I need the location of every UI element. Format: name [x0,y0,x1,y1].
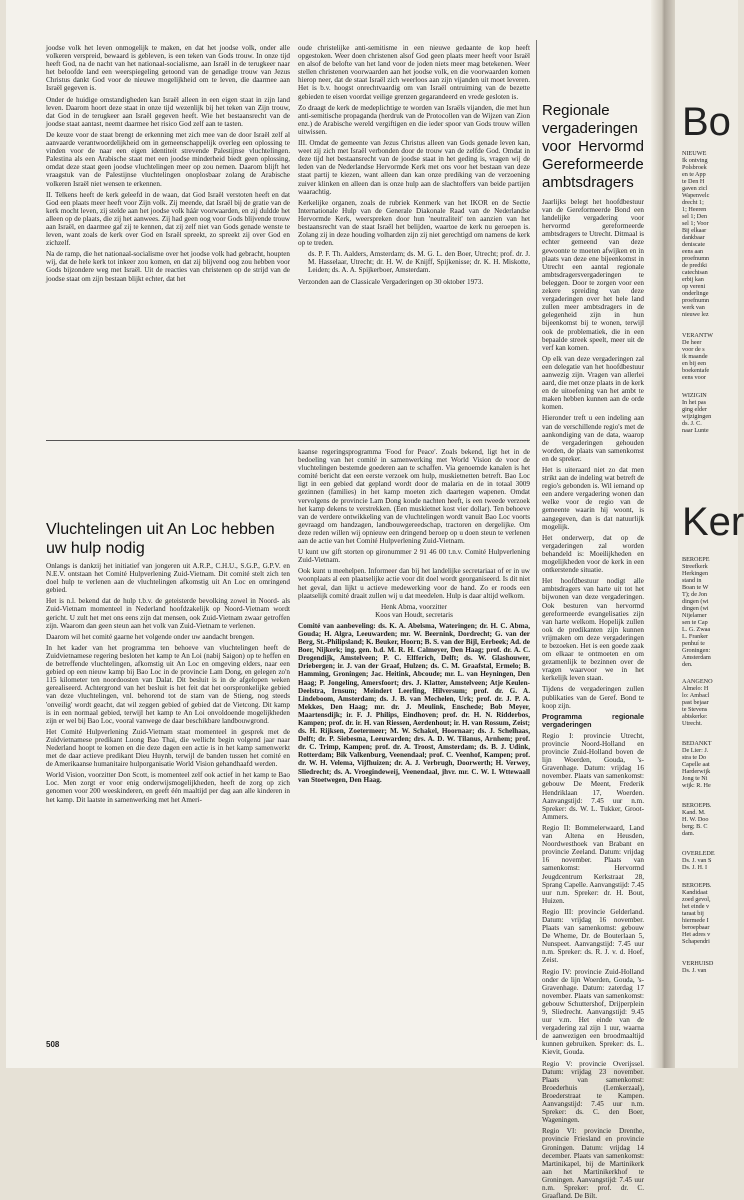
region-entry: Regio I: provincie Utrecht, provincie Noord-Holland en provincie Zuid-Holland boven de lijn Woerden, Gouda, 's-Gravenhage. Datum: vrijdag 16 november. Plaats van samenkomst: gebouw De Meent, Frederik Hendriklaan 17, Woerden. Aanvangstijd: 7.45 uur n.m. Spreker: ds. W. L. Tukker, Groot-Ammers. [542,731,644,821]
right-column-block-e [682,678,734,727]
text-line: dingen (wi [682,605,709,612]
text-line: de prediki [682,262,707,269]
signature-chair: Henk Abma, voorzitter [380,602,448,611]
text-line: proefnumn [682,255,710,262]
text-line: Almelo: H [682,685,709,692]
text-line: In het pas [682,399,707,406]
section-divider [46,440,530,441]
paragraph: joodse volk het leven onmogelijk te maken, en dat het joodse volk, onder alle volkeren verspreid, bewaard is gebleven, is een teken van Gods trouw. In onze tijd heeft God, na de nacht van het nationaal-socialisme, aan Israël in de terugkeer naar het beloofde land een weerspiegeling getoond van de genadige trouw van Jezus Christus dankt God voor de nieuwe mogelijkheid om te leven, die daarmee aan Israël gegeven is. [46,44,290,93]
region-entry: Regio VI: provincie Drenthe, provincie Friesland en provincie Groningen. Datum: vrijdag 14 december. Plaats van samenkomst: Martinikapel, bij de Martinikerk aan het Martinikerkhof te Groningen. Aanvangstijd: 7.45 uur n.m. Spreker: prof. dr. C. Graafland. De Bilt. [542,1127,644,1200]
right-column-block-j [682,960,734,974]
right-column-block-c [682,392,734,434]
text-line: hiermede I [682,917,709,924]
text-line: taraat bij [682,910,704,917]
text-line: catechisan [682,269,708,276]
text-line: boekentafe [682,367,710,374]
text-line: BEROEPB. [682,882,712,889]
box-headline: Regionale vergaderingen voor Hervormd Gereformeerde ambtsdragers [542,102,644,191]
column-divider [536,40,537,1040]
text-line: Kand. M. [682,809,706,816]
paragraph: Op elk van deze vergaderingen zal een delegatie van het hoofdbestuur aanwezig zijn. Vragen van allerlei aard, die met onze plaats in de kerk en de uitoefening van het ambt te maken hebben kunnen aan de orde komen. [542,354,644,412]
right-page-heading-top: Bo [682,100,731,144]
text-line: zoed gevol, [682,896,711,903]
paragraph: kaanse regeringsprogramma 'Food for Peace'. Zoals bekend, ligt het in de bedoeling van het comité in samenwerking met World Vision de voor de vluchtelingen bestemde goederen aan te schaffen. Via genoemde kanalen is het comité bericht dat een eerste verzoek om hulp, muskietnetten betreft. Bao Loc ligt in een gebied dat gepland wordt door de malaria en de in totaal 3009 gezinnen (families) in het kamp moeten zich daartegen wapenen. Omdat vervolgens de provincie Lam Dong koude nachten heeft, is een tweede verzoek het kamp dekens te verstrekken. (Een muskietnet kost vier dollar). Ten behoeve van de verdere ontwikkeling van de vluchtelingen wordt vanuit Bao Loc voorts gevraagd om handzagen, landbouwgereedschap, tractoren en dergelijke. Om deze reden willen wij opnieuw een dringend beroep op u doen steun te verlenen aan de actie van het Comité Hulpverlening Zuid-Vietnam. [298,448,530,546]
text-line: ik maande [682,353,708,360]
right-column-block-h [682,850,734,871]
region-entry: Regio IV: provincie Zuid-Holland onder de lijn Woerden, Gouda, 's-Gravenhage. Datum: zaterdag 17 november. Plaats van samenkomst: gebouw Schuttershof, Drijperplein 9, Sliedrecht. Aanvangstijd: 9.45 uur v.m. Het einde van de vergadering zal zijn 1 uur, waarna de aanwezigen een broodmaaltijd kunnen gebruiken. Spreker: ds. L. Kievit, Gouda. [542,967,644,1057]
page-number: 508 [46,1040,60,1049]
region-entry: Regio V: provincie Overijssel. Datum: vrijdag 23 november. Plaats van samenkomst: Broederhuis (Lemkerzaal), Broederstraat te Kampen. Aanvangstijd: 7.45 uur n.m. Spreker: ds. C. den Boer, Wageningen. [542,1059,644,1125]
text-line: het einde v [682,903,710,910]
text-line: VERHUISD [682,960,714,967]
paragraph: U kunt uw gift storten op gironummer 2 91 46 00 t.n.v. Comité Hulpverlening Zuid-Vietnam. [298,548,530,565]
paragraph: De keuze voor de staat brengt de erkenning met zich mee van de door Israël zelf al aanvaarde verantwoordelijkheid om in gemeenschappelijk overleg een oplossing te vinden voor de naar een eigen identiteit strevende Palestijnse vluchtelingen. Palestina als een Arabische staat met een joodse minderheid biedt geen oplossing, omdat deze staat geen joodse vluchtelingen meer op zou nemen. Daarom blijft het vraagstuk van de Palestijnse vluchtelingen onoplosbaar zolang de Arabische volkeren Israël niet wensen te erkennen. [46,130,290,188]
text-line: ging elder [682,406,707,413]
right-column-block-b [682,332,734,381]
paragraph: Daarom wil het comité gaarne het volgende onder uw aandacht brengen. [46,632,255,641]
text-line: Het adres v [682,931,711,938]
top-article-column-2 [298,44,530,436]
text-line: deniscate [682,241,706,248]
paragraph: oude christelijke anti-semitisme in een nieuwe gedaante de kop heeft opgestoken. Weer doen christenen alsof God geen plaats meer heeft voor Israël en alsof de belofte van het land voor de joden niets meer mag betekenen. Weer stellen christenen voorwaarden aan het joodse volk, en die voorwaarden komen hierop neer, dat de staat Israël zich weerloos aan zijn vijanden uit moet leveren. Het is b.v. hoogst onrechtvaardig om van Israël ontruiming van de bezette gebieden te eisen voordat veilige grenzen gegarandeerd en vrede gesloten is. [298,44,530,101]
text-line: Ds. J. H. I [682,864,708,871]
text-line: De Lier: J. [682,747,709,754]
text-line: penhuí te [682,640,705,647]
paragraph: Ook kunt u meehelpen. Informeer dan bij het landelijke secretariaat of er in uw woonplaats al een plaatselijke actie voor dit doel wordt georganiseerd. Is dit niet het geval, dan lijkt u actieve medewerking voor de hand. Zo er roods een plaatselijk comité draait zullen wij u dat meedelen. Hulp is daar altijd welkom. [298,567,530,600]
text-line: eens voor [682,374,706,381]
paragraph: Het Comité Hulpverlening Zuid-Vietnam staat momenteel in gesprek met de Zuidvietnamese predikant Luong Bao Thai, die wellicht begin volgend jaar naar Nederland hoopt te komen en die deze dagen een actie is in het kamp samenwerkt met de daar actieve predikant Dieu Huynh, terwijl de banden tussen het comité en de Amerikaanse humanitaire hulporganisatie World Vision gehandhaafd werden. [46,727,290,769]
text-line: gaven zicl [682,185,708,192]
text-line: past bejaar [682,699,709,706]
paragraph: Hieronder treft u een indeling aan van de verschillende regio's met de aankondiging van de data, waarop de vergaderingen gehouden worden, de plaats van samenkomst en de spreker. [542,414,644,463]
paragraph: Het is uiteraard niet zo dat men strikt aan de indeling wat betreft de regio's gebonden is. Wil iemand op een andere vergadering wonen dan welke voor de regio van de gemeente waarin hij woont, is aangegeven, dan is dat natuurlijk mogelijk. [542,466,644,531]
text-line: sen te Cap [682,619,708,626]
signature-secretary: Koos van Houdt, secretaris [375,610,453,619]
text-line: en bij een [682,360,707,367]
text-line: WIZIGIN [682,392,707,399]
text-line: proefnumn [682,297,710,304]
text-line: dankbaar [682,234,705,241]
text-line: den. [682,661,693,668]
text-line: Amsterdam [682,654,711,661]
vluchtelingen-column-2 [298,448,530,1036]
text-line: dam. [682,830,695,837]
text-line: lo: Ambacl [682,692,710,699]
paragraph: World Vision, voorzitter Don Scott, is momenteel zelf ook actief in het kamp te Bao Loc. Men zorgt er voor enig onderwijsmogelijkheden, heeft de zorg op zich genomen voor 200 weeskinderen, en geeft één maaltijd per dag aan alle kinderen in het kamp. Dit laatste in samenwerking met het Ameri- [46,771,290,804]
vluchtelingen-column-1 [46,562,290,1032]
text-line: ds. J. C. [682,420,702,427]
regionale-box [542,102,645,1200]
text-line: abtskerke: [682,713,708,720]
text-line: beroepbaar [682,924,710,931]
text-line: drecht 1; [682,199,704,206]
text-line: Ik ontving [682,157,708,164]
text-line: 1; Heeren [682,206,707,213]
text-line: L. Franker [682,633,709,640]
text-line: L. G. Zwaa [682,626,711,633]
right-column-block-i [682,882,734,945]
paragraph: Onder de huidige omstandigheden kan Israël alleen in een eigen staat in zijn land leven. Daarom hoort deze staat in onze tijd wezenlijk bij het teken van Zijn trouw, dat God in de terugkeer aan Israël gegeven heeft. Wie het bestaansrecht van de joodse staat aantast, neemt daarmee het risico God zelf aan te tasten. [46,95,290,128]
text-line: Herkingen [682,570,709,577]
text-line: Ds. J. van S [682,857,712,864]
paragraph: Zo draagt de kerk de medeplichtige te worden van Israëls vijanden, die met hun anti-semitische propaganda (herdruk van de Protocollen van de Wijzen van Zion enz.) de Arabische wereld vergiftigen en die ieder spoor van Gods trouw willen uitwissen. [298,103,530,136]
text-line: BEROEPB. [682,802,712,809]
text-line: berg; B. C [682,823,708,830]
program-title: Programma regionale vergaderingen [542,711,644,729]
text-line: op vereni [682,283,706,290]
text-line: Streefkerk [682,563,708,570]
text-line: naar Lunte [682,427,709,434]
text-line: Groningen: [682,647,711,654]
text-line: Wapenvelc [682,192,710,199]
text-line: wijzigingen [682,413,712,420]
right-page-heading-mid: Ker [682,500,744,544]
text-line: Ds. J. van [682,967,707,974]
paragraph: Kerkelijke organen, zoals de rubriek Kenmerk van het IKOR en de Sectie Internationale Hulp van de Generale Diakonale Raad van de Nederlandse Hervormde Kerk, weerspreken door hun 'neutraliteit' ten aanzien van het bestaansrecht van de staat Israël het belijden, waartoe de kerk nu geroepen is. Zolang zij in deze houding volharden zijn zij niet gerechtigd om namens de kerk op te treden. [298,198,530,248]
text-line: erbij kan [682,276,704,283]
text-line: Boan te W [682,584,709,591]
paragraph: In het kader van het programma ten behoeve van vluchtelingen heeft de Zuidvietnamese regering besloten het kamp te An Loi (nabij Saigon) op te heffen en de betreffende vluchtelingen, afkomstig uit An Loc en omgeving elders, naar een gebied op een nieuw kamp bij Bao Loc in de provincie Lam Dong, en gelegen zo'n 115 kilometer ten noordoosten van Dalat. Dit besluit is in de afgelopen weken gerealiseerd. Achtergrond van het besluit is het feit dat het oorspronkelijke gebied van deze vluchtelingen, vnl. behorend tot de stam van de Stieng, nog steeds 'onveilig' wordt geacht, dat wil zeggen gebied of gebied dat de Vietcong. Dit kamp is in een normaal gebied, terwijl het kamp te An Loi onvoldoende mogelijkheden zijn er wel bij Bao Loc, vooral vanwege de daar beschikbare landbouwgrond. [46,643,290,725]
right-column-block-d [682,556,734,668]
right-column-block-a [682,150,734,318]
paragraph: Het hoofdbestuur nodigt alle ambtsdragers van harte uit tot het bijwonen van deze vergaderingen. Ook besturen van hervormd gereformeerde evangelisaties zijn van harte welkom. Hopelijk zullen ook de predikanten zijn kunnen vrijmaken om deze vergaderingen te bezoeken. Het is een goede zaak om elkaar te ontmoeten en om gezamenlijk te bezinnen over de vragen waarvoor we in het kerkelijk leven staan. [542,577,644,683]
recommendation-committee: Comité van aanbeveling: ds. K. A. Abelsma, Wateringen; dr. H. C. Abma, Gouda; H. Algra, Leeuwarden; mr. W. Beernink, Dordrecht; G. van der Berg, St.-Philipsland; K. Beuker, Hoorn; B. S. van der Bijl, Eerbeek; Ad. de Boer, Nijkerk; ing. gen. b.d. M. R. H. Calmeyer, Den Haag; prof. dr. A. C. Drogendijk, Amstelveen; P. C. Elfferich, Delft; ds. W. Glashouwer, Driebergen; ir. J. van der Graaf, Hulzen; ds. C. M. Graafstal, Ermelo; B. Hamming, Groningen; Jac. Heitink, Abcoude; mr. L. van Heyningen, Den Haag; P. Jongeling, Amersfoort; drs. J. Klatter, Amstelveen; Atje Keulen-Deelstra, Irnsum; Meindert Leerling, Hilversum; prof. dr. G. A. Lindeboom, Amsterdam; ds. J. B. van Mechelen, Urk; prof. dr. J. P. A. Mekkes, Den Haag; mr. dr. J. Meulink, Enschede; Bob Meyer, Maartensdijk; ir. F. J. Philips, Eindhoven; prof. dr. H. N. Ridderbos, Kampen; prof. dr. ir. H. van Riessen, Aerdenhout; ir. H. van Rossum, Zeist; ds. H. Rijksen, Zoetermeer; M. W. Schakel, Hoornaar; ds. J. Schelhaas, Delft; dr. P. Siebesma, Leeuwarden; drs. A. D. W. Tilanus, Arnhem; prof. dr. C. Trimp, Kampen; prof. dr. A. Troost, Amsterdam; ds. B. J. Udink, Rotterdam; Bik Valkenburg, Veenendaal; prof. C. Veenhof, Kampen; prof. dr. W. H. Velema, Vijfhuizen; dr. A. J. Verbrugh, Doorwerth; H. Verwey, Sliedrecht; ds. A. Vroegindeweij, Veenendaal, jhvr. mr. C. W. I. Wttewaall van Stoetwegen, Den Haag. [298,621,530,784]
paragraph: Jaarlijks belegt het hoofdbestuur van de Gereformeerde Bond een landelijke vergadering voor hervormd gereformeerde ambtsdragers te Utrecht. Ditmaal is echter gemeend van deze gewoonte te moeten afwijken en in plaats van deze ene bijeenkomst in Utrecht een aantal regionale ambtsdragersvergaderingen te beleggen. Door te zorgen voor een zekere spreiding van deze vergaderingen over het hele land zullen meer ambtsdragers in de gelegenheid zijn in hun bijeenkomst bij te wonen, terwijl ook de problematiek, die in een bepaalde streek speelt, meer uit de verf kan komen. [542,198,644,352]
text-line: NIEUWE [682,150,707,157]
right-column-block-f [682,740,734,789]
text-line: H. W. Doo [682,816,709,823]
paragraph: Het onderwerp, dat op de vergaderingen zal worden behandeld is: Moeilijkheden en mogelijkheden voor de kerk in een ontkerstende situatie. [542,533,644,575]
text-line: stand in [682,577,702,584]
text-line: dingen (wi [682,598,709,605]
text-line: BEDANKT [682,740,712,747]
text-line: onderlinge [682,290,709,297]
text-line: te Den H [682,178,705,185]
text-line: Kandidaat [682,889,708,896]
text-line: VERANTW [682,332,713,339]
text-line: Schapendri [682,938,710,945]
top-article-column-1 [46,44,290,436]
paragraph: Onlangs is dankzij het initiatief van jongeren uit A.R.P., C.H.U., S.G.P., G.P.V. en N.E.V. ontstaan het Comité Hulpverlening Zuid-Vietnam. Dit comité stelt zich ten doel hulp te verlenen aan de vluchtelingen afkomstig uit An Loc en omringend gebied. [46,562,290,595]
text-line: werk van [682,304,705,311]
book-gutter [651,0,675,1068]
text-line: te Stevens [682,706,708,713]
text-line: BEROEPE [682,556,710,563]
text-line: eens aan [682,248,704,255]
signatories: ds. P. F. Th. Aalders, Amsterdam; ds. M. G. L. den Boer, Utrecht; prof. dr. J. M. Hasselaar, Utrecht; dr. H. W. de Knijff, Spijkenisse; dr. K. H. Miskotte, Leiden; ds. A. A. Spijkerboer, Amsterdam. [308,250,530,275]
text-line: Nijelamer [682,612,707,619]
paragraph: III. Omdat de gemeente van Jezus Christus alleen van Gods genade leven kan, weet zij zich met Israël verbonden door de trouw van de zelfde God. Omdat in deze tijd het bestaansrecht van de joodse staat in het geding is, vragen wij de leden van de Nederlandse Hervormde Kerk met ons voor het bestaan van deze staat partij te kiezen, want alleen dan kan onze prediking van de verzoening zuiver klinken en alleen dan is onze hulp aan de slachtoffers van beide partijen waarachtig. [298,139,530,196]
right-column-block-g [682,802,734,837]
dispatch-note: Verzonden aan de Classicale Vergaderingen op 30 oktober 1973. [298,277,484,286]
region-entry: Regio III: provincie Gelderland. Datum: vrijdag 16 november. Plaats van samenkomst: gebouw De Wheme, Dr. de Bouterlaan 5, Nunspeet. Aanvangstijd: 7.45 uur n.m. Spreker: ds. R. J. v. d. Hoef, Zeist. [542,907,644,965]
article-headline: Vluchtelingen uit An Loc hebben uw hulp nodig [46,521,275,557]
text-line: Harderwijk [682,768,711,775]
text-line: Bij elkaar [682,227,707,234]
paragraph: Tijdens de vergaderingen zullen publikaties van de Geref. Bond te koop zijn. [542,685,644,710]
paragraph: Het is n.l. bekend dat de hulp t.b.v. de geteisterde bevolking zowel in Noord- als Zuid-Vietnam momenteel in Nederland hoofdzakelijk op Noord-Vietnam wordt gericht. U zult het met ons eens zijn dat mensen, ook Zuid-Vietnam zwaar getroffen zijn. Waarom dan geen steun aan het volk van Zuid-Vietnam te verlenen. [46,597,290,630]
text-line: Utrecht. [682,720,703,727]
text-line: De heer [682,339,702,346]
text-line: Polsbroek [682,164,707,171]
text-line: T); de Jon [682,591,708,598]
text-line: sel 1; Voor [682,220,709,227]
region-entry: Regio II: Bommelerwaard, Land van Altena en Heusden, Noordwesthoek van Brabant en provincie Zeeland. Datum: vrijdag 16 november. Plaats van samenkomst: Hervormd Jeugdcentrum Kerkstraat 28, Sprang Capelle. Aanvangstijd: 7.45 uur n.m. Spreker: dr. H. Bout, Huizen. [542,823,645,905]
text-line: Jong te Ni [682,775,708,782]
text-line: OVERLEDE [682,850,715,857]
text-line: voor de s [682,346,705,353]
text-line: sel 1; Den [682,213,708,220]
text-line: wijk: R. He [682,782,711,789]
text-line: Capelle aat [682,761,710,768]
paragraph: II. Telkens heeft de kerk geleefd in de waan, dat God Israël verstoten heeft en dat God een plaats meer heeft voor Zijn volk. Zij meende, dat Israël bij de gratie van de kerk mocht leven, zij stelde aan het joodse volk háár voorwaarden, en zij duldde het alleen op de plaats, die zij het aanwees. Zij had geen oog voor Gods blijvende trouw aan Israël, en daarmee gaf zij te kennen, dat zij zelf niet van Gods genade wenste te leven, want zoals de kerk over God en Israël spreekt, zo spreekt zij over God en zichzelf. [46,190,290,248]
text-line: stra te Do [682,754,707,761]
paragraph: Na de ramp, die het nationaal-socialisme over het joodse volk had gebracht, houpten wij, dat de hele kerk tot inkeer zou komen, en dat zij blijvend oog zou hebben voor Gods bijzondere weg met Israël. Uit de reacties van christenen op de strijd van de joodse staat om zijn bestaan blijkt echter, dat het [46,250,290,283]
text-line: en te App [682,171,706,178]
text-line: nieuwe lez [682,311,709,318]
text-line: AANGENO [682,678,713,685]
